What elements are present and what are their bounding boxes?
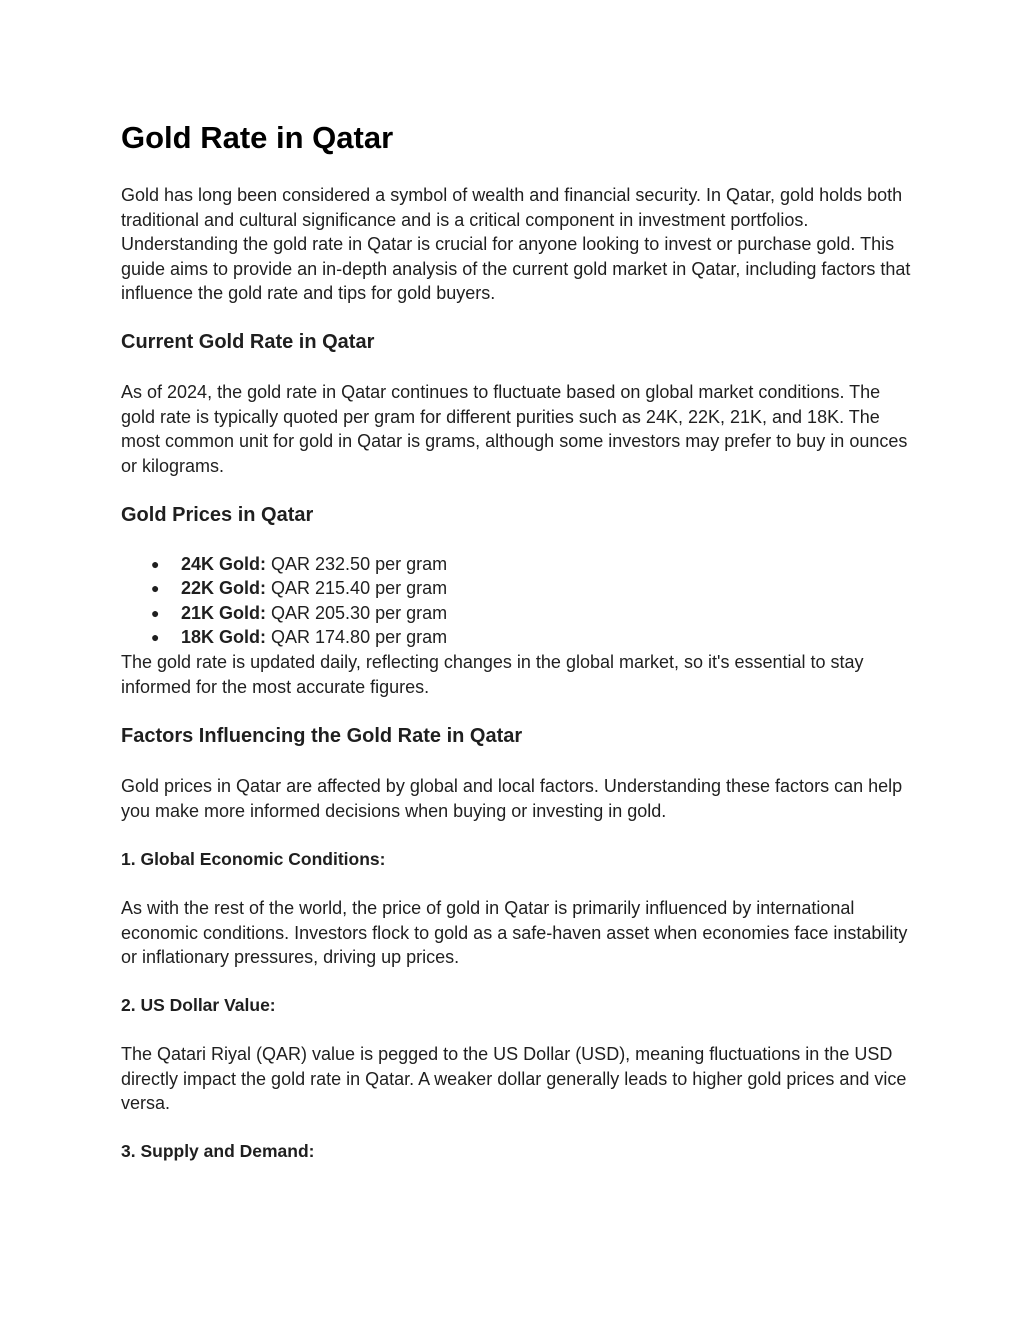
bullet-icon: ● [151, 556, 160, 572]
list-item [121, 625, 447, 649]
factor-heading-usd: 2. US Dollar Value: [121, 995, 276, 1015]
intro-paragraph: Gold has long been considered a symbol of wealth and financial security. In Qatar, gold holds both traditional and cultural significance and is a critical component in investment portfolios. Understanding the gold rate in Qatar is crucial for anyone looking to invest or purchase gold. This guide aims to provide an in-depth analysis of the current gold market in Qatar, including factors that influence the gold rate and tips for gold buyers. [121, 185, 911, 303]
bullet-icon: ● [151, 629, 160, 646]
gold-prices-heading: Gold Prices in Qatar [121, 504, 314, 526]
price-label: 22K Gold: [181, 578, 267, 599]
bullet-icon: ● [151, 604, 160, 621]
factor-heading-economic: 1. Global Economic Conditions: [121, 849, 386, 869]
factor-paragraph-economic: As with the rest of the world, the price of gold in Qatar is primarily influenced by international economic conditions. Investors flock to gold as a safe-haven asset when economies face instability or inflationary pressures, driving up prices. [121, 898, 908, 967]
price-label: 18K Gold: [181, 627, 267, 648]
current-rate-heading: Current Gold Rate in Qatar [121, 331, 375, 353]
current-rate-paragraph: As of 2024, the gold rate in Qatar continues to fluctuate based on global market conditions. The gold rate is typically quoted per gram for different purities such as 24K, 22K, 21K, and 18K. The most common unit for gold in Qatar is grams, although some investors may prefer to buy in ounces or kilograms. [121, 382, 908, 476]
factor-heading-supply: 3. Supply and Demand: [121, 1141, 315, 1161]
factors-heading: Factors Influencing the Gold Rate in Qatar [121, 725, 523, 747]
gold-prices-list [121, 552, 447, 650]
bullet-icon: ● [151, 580, 160, 597]
factors-intro-paragraph: Gold prices in Qatar are affected by global and local factors. Understanding these factors can help you make more informed decisions when buying or investing in gold. [121, 776, 903, 821]
price-value: QAR 232.50 per gram [266, 554, 448, 574]
list-item [121, 552, 447, 576]
price-label: 24K Gold: [181, 554, 267, 574]
list-item [121, 576, 447, 600]
list-item [121, 601, 447, 625]
price-value: QAR 205.30 per gram [266, 602, 448, 623]
page-title: Gold Rate in Qatar [121, 120, 394, 155]
prices-note-paragraph: The gold rate is updated daily, reflecting changes in the global market, so it's essential to stay informed for the most accurate figures. [121, 652, 864, 697]
price-value: QAR 215.40 per gram [266, 578, 448, 599]
factor-paragraph-usd: The Qatari Riyal (QAR) value is pegged to the US Dollar (USD), meaning fluctuations in the USD directly impact the gold rate in Qatar. A weaker dollar generally leads to higher gold prices and vice versa. [121, 1044, 907, 1113]
price-value: QAR 174.80 per gram [266, 627, 448, 648]
price-label: 21K Gold: [181, 602, 267, 623]
